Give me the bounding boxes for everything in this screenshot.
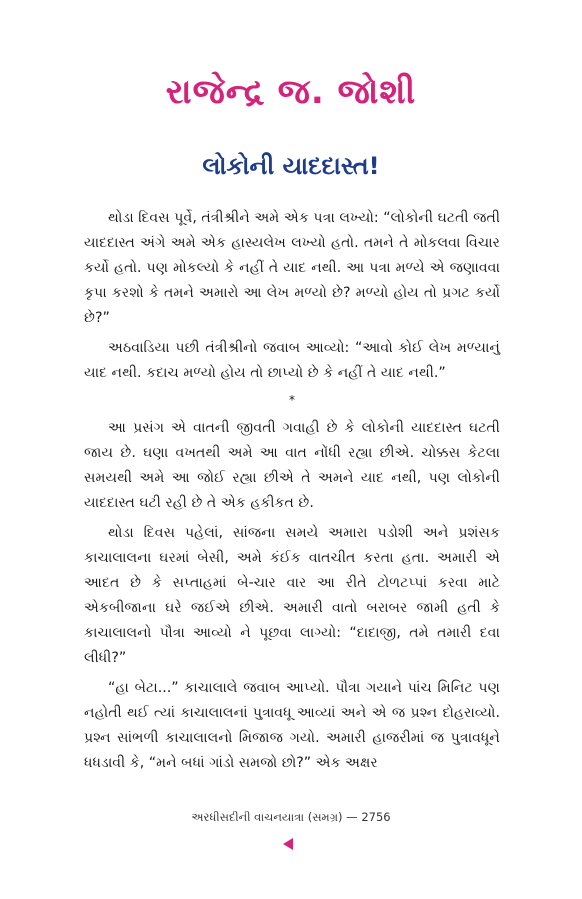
left-arrow-icon[interactable] xyxy=(283,838,293,850)
article-body xyxy=(84,206,500,781)
paragraph-2: અઠવાડિયા પછી તંત્રીશ્રીનો જવાબ આવ્યો: “આવો કોઈ લેખ મળ્યાનું યાદ નથી. કદાચ મળ્યો હોય તો છાપ્યો છે કે નહીં તે યાદ નથી.” xyxy=(84,340,500,381)
page-footer: અરધીસદીની વાચનયાત્રા (સમગ્ર) — 2756 xyxy=(191,810,391,824)
section-separator: * xyxy=(289,393,295,407)
paragraph-5: “હા બેટા...” કાચાલાલે જવાબ આપ્યો. પૌત્રા ગયાને પાંચ મિનિટ પણ નહોતી થઈ ત્યાં કાચાલાલનાં પુત્રાવધૂ આવ્યાં અને એ જ પ્રશ્ન દોહરાવ્યો. પ્રશ્ન સાંભળી કાચાલાલનો મિજાજ ગયો. અમારી હાજરીમાં જ પુત્રાવધૂને ધધડાવી કે, “મને બધાં ગાંડો સમજો છો?” એક અક્ષર xyxy=(84,680,500,771)
paragraph-4: થોડા દિવસ પહેલાં, સાંજના સમયે અમારા પડોશી અને પ્રશંસક કાચાલાલના ઘરમાં બેસી, અમે કંઈક વાતચીત કરતા હતા. અમારી એ આદત છે કે સપ્તાહમાં બે-ચાર વાર આ રીતે ટોળટપ્પાં કરવા માટે એકબીજાના ઘરે જઈએ છીએ. અમારી વાતો બરાબર જામી હતી કે કાચાલાલનો પૌત્રા આવ્યો ને પૂછવા લાગ્યો: “દાદાજી, તમે તમારી દવા લીધી?” xyxy=(84,525,500,666)
paragraph-3: આ પ્રસંગ એ વાતની જીવતી ગવાહી છે કે લોકોની યાદદાસ્ત ઘટતી જાય છે. ઘણા વખતથી અમે આ વાત નોંધી રહ્યા છીએ. ચોક્કસ કેટલા સમયથી અમે આ જોઈ રહ્યા છીએ તે અમને યાદ નથી, પણ લોકોની યાદદાસ્ત ઘટી રહી છે તે એક હકીકત છે. xyxy=(84,420,500,511)
author-name: રાજેન્દ્ર જ. જોશી xyxy=(165,72,417,112)
paragraph-1: થોડા દિવસ પૂર્વે, તંત્રીશ્રીને અમે એક પત્રા લખ્યો: “લોકોની ઘટતી જતી યાદદાસ્ત અંગે અમે એક હાસ્યલેખ લખ્યો હતો. તમને તે મોકલવા વિચાર કર્યો હતો. પણ મોકલ્યો કે નહીં તે યાદ નથી. આ પત્રા મળ્યે એ જણાવવા કૃપા કરશો કે તમને અમારો આ લેખ મળ્યો છે? મળ્યો હોય તો પ્રગટ કર્યો છે?” xyxy=(84,210,500,326)
article-title: લોકોની યાદદાસ્ત! xyxy=(202,152,380,180)
